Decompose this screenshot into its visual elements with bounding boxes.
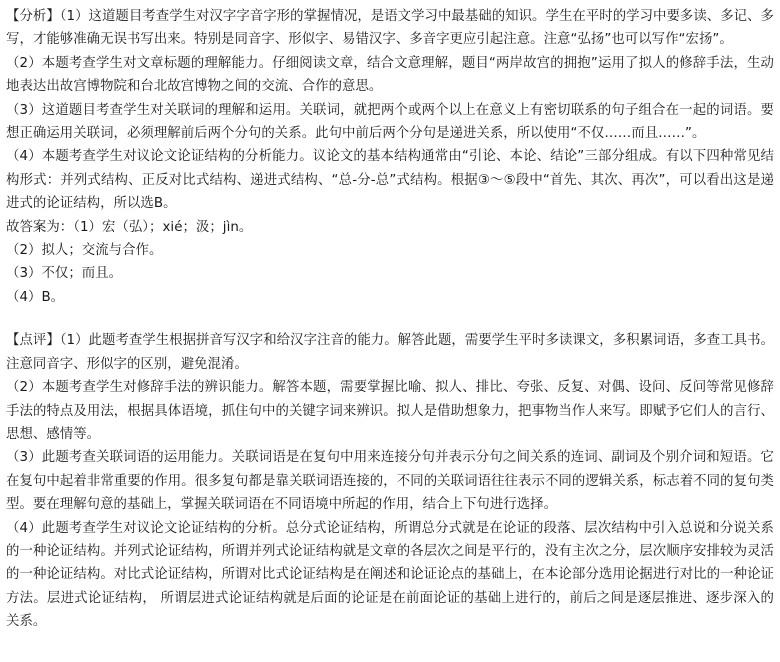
analysis-section — [6, 5, 774, 309]
answer-line-4: （4）B。 — [6, 289, 65, 305]
analysis-paragraph-4: （4）本题考查学生对议论文论证结构的分析能力。议论文的基本结构通常由“引论、本论、结论”三部分组成。有以下四种常见结构形式：并列式结构、正反对比式结构、递进式结构、“总-分-总”式结构。根据③～⑤段中“首先、其次、再次”，可以看出这是递进式的论证结构，所以选B。 — [6, 149, 774, 212]
answer-line-1: 故答案为：（1）宏（弘）；xié；汲；jìn。 — [6, 219, 253, 235]
comment-paragraph-2: （2）本题考查学生对修辞手法的辨识能力。解答本题，需要掌握比喻、拟人、排比、夸张、反复、对偶、设问、反问等常见修辞手法的特点及用法，根据具体语境，抓住句中的关键字词来辨识。拟人是借助想象力，把事物当作人来写。即赋予它们人的言行、思想、感情等。 — [6, 380, 774, 442]
analysis-paragraph-2: （2）本题考查学生对文章标题的理解能力。仔细阅读文章，结合文意理解，题目“两岸故宫的拥抱”运用了拟人的修辞手法，生动地表达出故宫博物院和台北故宫博物之间的交流、合作的意思。 — [6, 55, 774, 95]
analysis-paragraph-1: 【分析】（1）这道题目考查学生对汉字字音字形的掌握情况，是语文学习中最基础的知识。学生在平时的学习中要多读、多记、多写，才能够准确无误书写出来。特别是同音字、形似字、易错汉字、多音字更应引起注意。注意“弘扬”也可以写作“宏扬”。 — [6, 9, 774, 48]
answer-line-3: （3）不仅；而且。 — [6, 266, 123, 282]
comment-paragraph-1: 【点评】（1）此题考查学生根据拼音写汉字和给汉字注音的能力。解答此题，需要学生平时多读课文，多积累词语，多查工具书。注意同音字、形似字的区别，避免混淆。 — [6, 333, 774, 372]
answer-line-2: （2）拟人；交流与合作。 — [6, 243, 163, 259]
section-spacer — [6, 309, 774, 329]
comment-section — [6, 329, 774, 633]
analysis-paragraph-3: （3）这道题目考查学生对关联词的理解和运用。关联词，就把两个或两个以上在意义上有密切联系的句子组合在一起的词语。要想正确运用关联词，必须理解前后两个分句的关系。此句中前后两个分句是递进关系，所以使用“不仅……而且……”。 — [6, 102, 774, 142]
comment-paragraph-4: （4）此题考查学生对议论文论证结构的分析。总分式论证结构，所谓总分式就是在论证的段落、层次结构中引入总说和分说关系的一种论证结构。并列式论证结构，所谓并列式论证结构就是文章的各层次之间是平行的，没有主次之分，层次顺序安排较为灵活的一种论证结构。对比式论证结构，所谓对比式论证结构是在阐述和论证论点的基础上，在本论部分选用论据进行对比的一种论证方法。层进式论证结构， 所谓层进式论证结构就是后面的论证是在前面论证的基础上进行的，前后之间是逐层推进、逐步深入的关系。 — [6, 520, 774, 630]
comment-paragraph-3: （3）此题考查关联词语的运用能力。关联词语是在复句中用来连接分句并表示分句之间关系的连词、副词及个别介词和短语。它在复句中起着非常重要的作用。很多复句都是靠关联词语连接的，不同的关联词语往往表示不同的逻辑关系，标志着不同的复句类型。要在理解句意的基础上，掌握关联词语在不同语境中所起的作用，结合上下句进行选择。 — [6, 450, 774, 513]
